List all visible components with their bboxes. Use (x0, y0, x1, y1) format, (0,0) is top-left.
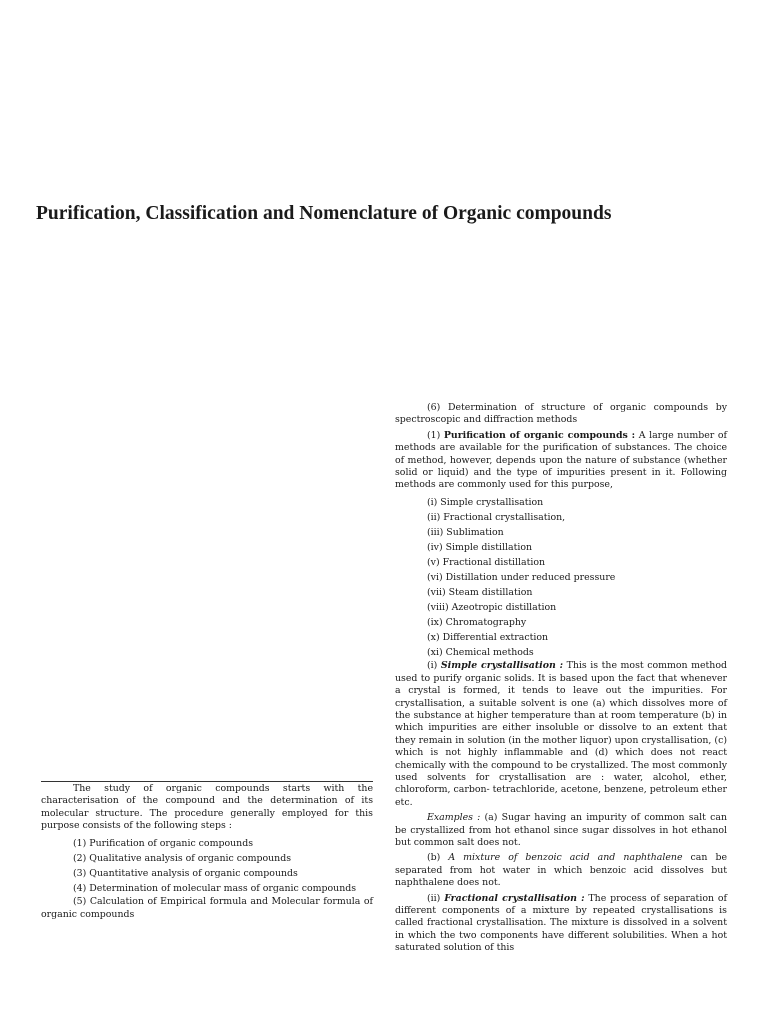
method-item: (ix) Chromatography (427, 617, 527, 629)
method-item: (vi) Distillation under reduced pressure (427, 572, 616, 584)
section-text: A large number of methods are available for the purification of substances. The choice of method, however, depends upon the nature of substance (whether solid or liquid) and the type of impurities present in it. Following methods are commonly used for this purpose, (395, 429, 727, 491)
example-b-paragraph (395, 852, 727, 889)
step-item: (2) Qualitative analysis of organic compounds (73, 852, 292, 864)
method-item: (i) Simple crystallisation (427, 496, 544, 508)
fractional-crystallisation-paragraph (395, 893, 727, 955)
section-heading: Purification of organic compounds : (443, 429, 636, 441)
section-number: (i) (427, 660, 441, 672)
section-number: (1) (427, 429, 444, 441)
method-item: (ii) Fractional crystallisation, (427, 511, 566, 523)
section-text: This is the most common method used to purify organic solids. It is based upon the fact that whenever a crystal is formed, it tends to leave out the impurities. For crystallisation, a suitable solvent is one (a) which dissolves more of the substance at higher temperature than at room temperature (b) in which impurities are either insoluble or dissolve to an extent that they remain in solution (in the mother liquor) upon crystallisation, (c) which is not highly inflammable and (d) which does not react chemically with the compound to be crystallized. The most commonly used solvents for crystallisation are : water, alcohol, ether, chloroform, carbon- tetrachloride, acetone, benzene, petroleum ether etc. (395, 660, 727, 808)
step-item: (5) Calculation of Empirical formula and Molecular formula of organic compounds (41, 896, 373, 920)
section-text: The process of separation of different components of a mixture by repeated crystallisations is called fractional crystallisation. The mixture is dissolved in a solvent in which the two components have different solubilities. When a hot saturated solution of this (395, 892, 727, 954)
step6-paragraph: (6) Determination of structure of organic compounds by spectroscopic and diffraction methods (395, 402, 727, 426)
simple-crystallisation-paragraph (395, 660, 727, 809)
footnote-divider (41, 781, 373, 782)
intro-paragraph: The study of organic compounds starts with the characterisation of the compound and the determination of its molecular structure. The procedure generally employed for this purpose consists of the following steps : (41, 783, 373, 832)
example-b-italic: A mixture of benzoic acid and naphthalene (448, 852, 683, 864)
step-item: (1) Purification of organic compounds (73, 837, 254, 849)
method-item: (x) Differential extraction (427, 632, 549, 644)
right-column (395, 402, 727, 958)
method-item: (viii) Azeotropic distillation (427, 602, 557, 614)
section-heading: Simple crystallisation : (440, 660, 564, 672)
examples-label: Examples : (427, 812, 481, 824)
section-number: (ii) (427, 892, 445, 904)
method-item: (iii) Sublimation (427, 526, 504, 538)
section-heading: Fractional crystallisation : (444, 892, 585, 904)
left-column (41, 783, 373, 924)
method-item: (xi) Chemical methods (427, 647, 534, 659)
step-item: (4) Determination of molecular mass of organic compounds (73, 883, 357, 895)
examples-text: (a) Sugar having an impurity of common salt can be crystallized from hot ethanol since sugar dissolves in hot ethanol but common salt does not. (395, 812, 727, 849)
step-item: (3) Quantitative analysis of organic compounds (73, 868, 298, 880)
method-item: (vii) Steam distillation (427, 587, 533, 599)
examples-paragraph (395, 812, 727, 849)
method-item: (iv) Simple distillation (427, 541, 533, 553)
method-item: (v) Fractional distillation (427, 557, 546, 569)
purification-paragraph (395, 430, 727, 492)
example-b-prefix: (b) (427, 852, 449, 864)
page-title: Purification, Classification and Nomenclature of Organic compounds (36, 203, 612, 224)
example-b-text: can be separated from hot water in which benzoic acid dissolves but naphthalene does not. (395, 852, 728, 889)
